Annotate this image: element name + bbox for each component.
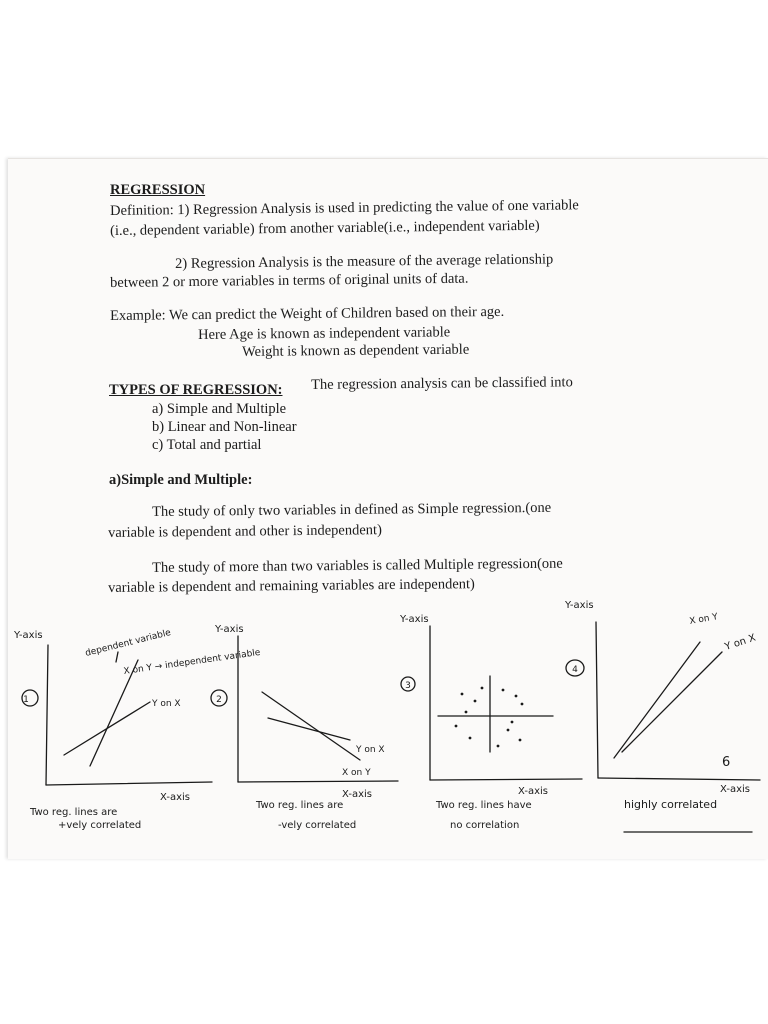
graph-1-x-axis-line xyxy=(46,782,212,785)
graph-2-number: 2 xyxy=(216,695,222,705)
graph-4-line-y-on-x xyxy=(622,652,722,752)
example-line-2: Here Age is known as independent variable xyxy=(198,324,451,343)
graph-3-x-axis-line xyxy=(430,779,582,780)
graph-3-number: 3 xyxy=(405,681,411,691)
types-item-c: c) Total and partial xyxy=(152,437,262,453)
simple-line-1: The study of only two variables in defined as Simple regression.(one xyxy=(152,499,552,520)
graph-4-x-on-y-label: X on Y xyxy=(688,612,719,627)
graph-2-line-y-on-x xyxy=(268,718,350,740)
graph-2-line-x-on-y xyxy=(262,692,360,760)
definition-2-line-1: 2) Regression Analysis is the measure of the average relationship xyxy=(175,251,554,272)
doc-title: REGRESSION xyxy=(110,182,206,198)
graph-1-arrow xyxy=(116,652,118,662)
graph-1-caption-line-2: +vely correlated xyxy=(58,820,142,831)
graph-2-x-axis-label: X-axis xyxy=(342,789,372,800)
graph-1-y-on-x-label: Y on X xyxy=(152,699,181,709)
graph-1-line-y-on-x xyxy=(64,702,150,755)
graph-4-line-x-on-y xyxy=(614,642,700,758)
graph-4-y-axis-line xyxy=(596,622,598,778)
multiple-line-1: The study of more than two variables is called Multiple regression(one xyxy=(152,555,563,576)
graph-4-caption: highly correlated xyxy=(624,798,718,811)
types-item-b: b) Linear and Non-linear xyxy=(152,419,297,435)
graph-1-caption-line-1: Two reg. lines are xyxy=(30,807,118,818)
graph-4-x-axis-label: X-axis xyxy=(720,784,750,795)
graph-3-scatter-points xyxy=(455,687,524,748)
graph-3 xyxy=(401,626,582,780)
graph-1-x-on-y-note: X on Y → independent variable xyxy=(123,647,261,677)
graph-2-caption-line-1: Two reg. lines are xyxy=(256,800,344,811)
graph-3-x-axis-label: X-axis xyxy=(518,786,548,797)
graph-2-y-on-x-label: Y on X xyxy=(356,745,385,755)
graph-2-x-on-y-label: X on Y xyxy=(342,768,371,778)
graph-4-y-on-x-label: Y on X xyxy=(723,632,758,653)
section-a-heading: a)Simple and Multiple: xyxy=(109,472,253,488)
graph-1-y-axis-line xyxy=(46,645,48,785)
graph-1-number: 1 xyxy=(23,695,29,705)
page-number: 6 xyxy=(722,755,731,770)
graph-3-y-axis-label: Y-axis xyxy=(400,614,429,625)
types-heading: TYPES OF REGRESSION: xyxy=(109,382,283,398)
graph-3-caption-line-1: Two reg. lines have xyxy=(436,800,532,811)
graph-4-y-axis-label: Y-axis xyxy=(565,600,594,611)
graph-4-number: 4 xyxy=(572,665,578,675)
definition-2-line-2: between 2 or more variables in terms of original units of data. xyxy=(110,270,469,291)
example-line-1: Example: We can predict the Weight of Children based on their age. xyxy=(110,303,505,324)
graph-2-y-axis-label: Y-axis xyxy=(215,624,244,635)
graph-2-x-axis-line xyxy=(238,781,398,782)
types-intro: The regression analysis can be classified into xyxy=(311,374,573,393)
multiple-line-2: variable is dependent and remaining variables are independent) xyxy=(108,576,475,596)
simple-line-2: variable is dependent and other is independent) xyxy=(108,522,382,541)
graph-3-caption-line-2: no correlation xyxy=(450,820,520,831)
graph-2-caption-line-2: -vely correlated xyxy=(278,820,357,831)
graph-1-dependent-note: dependent variable xyxy=(84,627,172,659)
graph-1-x-axis-label: X-axis xyxy=(160,792,190,803)
graph-4-x-axis-line xyxy=(598,778,760,780)
definition-1-line-1: Definition: 1) Regression Analysis is used in predicting the value of one variable xyxy=(110,197,579,219)
example-line-3: Weight is known as dependent variable xyxy=(242,341,470,360)
graph-1-y-axis-label: Y-axis xyxy=(14,630,43,641)
definition-1-line-2: (i.e., dependent variable) from another variable(i.e., independent variable) xyxy=(110,217,540,239)
types-item-a: a) Simple and Multiple xyxy=(152,401,287,417)
